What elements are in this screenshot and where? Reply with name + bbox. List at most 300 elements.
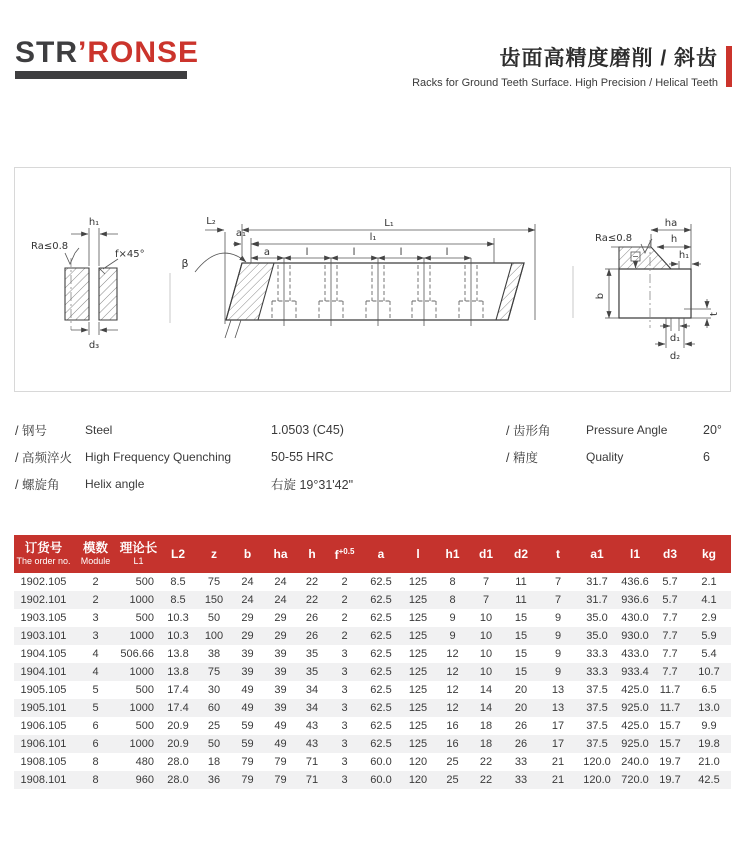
table-cell-l: 125: [408, 630, 428, 642]
table-cell-h1: 9: [449, 630, 456, 642]
table-cell-h1: 25: [446, 756, 459, 768]
table-cell-ha: 39: [274, 666, 287, 678]
table-cell-module: 3: [92, 630, 99, 642]
table-cell-kg: 42.5: [698, 774, 720, 786]
spec-value: 20°: [703, 422, 722, 437]
table-cell-order-no: 1906.105: [20, 720, 67, 732]
table-cell-module: 4: [92, 666, 99, 678]
table-cell-h: 22: [305, 594, 319, 606]
column-header-order-no: 订货号 The order no.: [14, 535, 73, 573]
table-cell-L2: 17.4: [167, 702, 189, 714]
column-header-h: h: [297, 535, 327, 573]
table-cell-t: 9: [554, 666, 562, 678]
table-cell-L2: 20.9: [167, 720, 189, 732]
table-cell-ha: 29: [274, 630, 287, 642]
spec-table-header-row: [14, 535, 731, 573]
column-header-ha: ha: [264, 535, 297, 573]
table-cell-a: 60.0: [370, 774, 392, 786]
dim-label-f45: f×45°: [115, 249, 145, 260]
spec-label-en: Quality: [586, 449, 624, 464]
dim-label-l1: l₁: [369, 232, 377, 243]
table-cell-kg: 6.5: [701, 684, 717, 696]
spec-label-zh: / 齿形角: [506, 423, 551, 438]
table-cell-module: 2: [92, 576, 99, 588]
table-cell-a: 62.5: [370, 720, 392, 732]
table-cell-h1: 12: [446, 666, 459, 678]
table-cell-h1: 12: [446, 684, 459, 696]
table-cell-a1: 120.0: [583, 756, 611, 768]
table-cell-l1-theory: 960: [135, 774, 154, 786]
table-cell-d2: 15: [514, 666, 528, 678]
table-cell-l1: 925.0: [621, 702, 649, 714]
table-cell-d3: 15.7: [659, 738, 681, 750]
table-cell-order-no: 1902.105: [20, 576, 67, 588]
column-header-module: 模数 Module: [73, 535, 118, 573]
dim-label-d3: d₃: [88, 340, 100, 351]
table-cell-d3: 5.7: [662, 576, 678, 588]
table-cell-d1: 22: [479, 774, 493, 786]
table-cell-module: 3: [92, 612, 99, 624]
dim-label-h1: h₁: [678, 250, 690, 261]
spec-row-steel: [15, 416, 500, 443]
dim-h: [657, 234, 691, 247]
table-cell-L2: 8.5: [170, 594, 186, 606]
table-cell-z: 38: [207, 648, 221, 660]
table-cell-d1: 10: [479, 666, 493, 678]
table-cell-l1: 433.0: [621, 648, 649, 660]
surface-finish-label: Ra≤0.8: [595, 233, 633, 244]
table-cell-kg: 2.9: [701, 612, 717, 624]
table-cell-d1: 10: [479, 612, 493, 624]
column-header-d2: d2: [503, 535, 539, 573]
table-cell-z: 75: [207, 666, 221, 678]
dim-label-L1: L₁: [384, 218, 394, 229]
column-header-l: l: [400, 535, 436, 573]
table-cell-kg: 21.0: [698, 756, 720, 768]
table-cell-d1: 10: [479, 630, 493, 642]
table-cell-kg: 5.9: [701, 630, 717, 642]
table-cell-a1: 37.5: [586, 738, 608, 750]
table-cell-h: 34: [305, 702, 319, 714]
table-cell-a1: 120.0: [583, 774, 611, 786]
table-cell-t: 13: [551, 702, 565, 714]
right-section-view: [595, 218, 720, 362]
table-cell-ha: 29: [274, 612, 287, 624]
dim-label-a1: a₁: [235, 228, 247, 239]
table-cell-d3: 7.7: [662, 630, 678, 642]
spec-row-quality: [506, 443, 732, 470]
table-cell-f: 3: [341, 648, 348, 660]
spec-value: 50-55 HRC: [271, 449, 334, 464]
logo-part-str: STR: [15, 36, 78, 69]
table-row: [14, 735, 731, 753]
table-cell-a: 62.5: [370, 612, 392, 624]
table-cell-f: 2: [341, 576, 348, 588]
column-header-l1-theory: 理论长 L1: [118, 535, 159, 573]
table-cell-a: 62.5: [370, 684, 392, 696]
table-cell-d2: 11: [515, 576, 527, 588]
table-cell-ha: 49: [274, 720, 287, 732]
table-cell-h1: 8: [449, 576, 456, 588]
table-cell-b: 49: [241, 702, 254, 714]
table-cell-a: 62.5: [370, 738, 392, 750]
dim-d1: [660, 318, 690, 344]
table-cell-l: 125: [408, 612, 428, 624]
table-cell-L2: 28.0: [167, 774, 189, 786]
table-row: [14, 573, 731, 591]
table-cell-l1-theory: 500: [135, 684, 154, 696]
technical-drawing-panel: [14, 167, 731, 392]
table-cell-module: 6: [92, 720, 99, 732]
table-cell-order-no: 1903.105: [20, 612, 67, 624]
table-cell-b: 29: [241, 630, 254, 642]
table-cell-d2: 26: [514, 720, 528, 732]
title-accent-bar: [726, 46, 732, 87]
table-cell-kg: 19.8: [698, 738, 720, 750]
table-cell-t: 13: [551, 684, 565, 696]
table-cell-t: 21: [551, 756, 565, 768]
dim-label-l: l: [399, 247, 403, 258]
table-cell-d1: 14: [479, 684, 493, 696]
table-cell-l1-theory: 1000: [129, 630, 154, 642]
table-row: [14, 609, 731, 627]
spec-label-zh: / 精度: [506, 450, 538, 465]
table-cell-L2: 10.3: [167, 612, 189, 624]
table-cell-b: 39: [241, 648, 254, 660]
dim-h1: [71, 217, 118, 266]
table-cell-z: 25: [207, 720, 221, 732]
column-header-d3: d3: [653, 535, 687, 573]
table-cell-l1: 240.0: [621, 756, 649, 768]
table-cell-ha: 79: [274, 774, 287, 786]
dim-label-b: b: [595, 292, 606, 300]
table-cell-l1: 430.0: [621, 612, 649, 624]
table-cell-d2: 11: [515, 594, 527, 606]
table-cell-l: 120: [408, 774, 428, 786]
table-row: [14, 627, 731, 645]
spec-label-zh: / 高频淬火: [15, 450, 72, 465]
table-cell-z: 50: [207, 738, 221, 750]
dim-label-L2: L₂: [206, 216, 216, 227]
table-cell-ha: 49: [274, 738, 287, 750]
table-cell-l1: 925.0: [621, 738, 649, 750]
spec-value: 右旋 19°31'42": [271, 477, 354, 492]
dim-label-ha: ha: [664, 218, 678, 229]
table-cell-d2: 33: [514, 774, 528, 786]
table-cell-z: 50: [207, 612, 221, 624]
dim-d3: [71, 322, 118, 351]
column-header-b: b: [231, 535, 264, 573]
table-cell-a1: 37.5: [586, 720, 608, 732]
table-cell-b: 24: [241, 594, 254, 606]
table-cell-d1: 7: [482, 576, 490, 588]
table-cell-h1: 25: [446, 774, 459, 786]
dim-label-beta: β: [181, 257, 189, 270]
table-cell-kg: 4.1: [701, 594, 717, 606]
table-cell-z: 36: [207, 774, 221, 786]
table-cell-h: 26: [305, 630, 319, 642]
table-cell-d2: 26: [514, 738, 528, 750]
table-cell-a1: 37.5: [586, 702, 608, 714]
column-header-h1: h1: [436, 535, 469, 573]
page-title: [412, 42, 718, 89]
table-cell-a: 62.5: [370, 576, 392, 588]
table-cell-z: 18: [207, 756, 221, 768]
table-cell-l1-theory: 500: [135, 612, 154, 624]
table-cell-d2: 20: [514, 702, 528, 714]
table-cell-t: 9: [554, 630, 562, 642]
dim-a-l-chain: [251, 247, 471, 258]
table-cell-l: 125: [408, 738, 428, 750]
brand-logo: [15, 38, 199, 79]
table-cell-h: 71: [305, 774, 319, 786]
table-cell-b: 29: [241, 612, 254, 624]
column-header-a1: a1: [577, 535, 617, 573]
table-cell-d1: 18: [479, 738, 493, 750]
table-cell-d3: 7.7: [662, 666, 678, 678]
table-cell-d2: 15: [514, 630, 528, 642]
column-header-l1: l1: [617, 535, 653, 573]
table-row: [14, 771, 731, 789]
table-cell-order-no: 1904.101: [20, 666, 67, 678]
table-cell-f: 3: [341, 720, 348, 732]
table-cell-a: 62.5: [370, 702, 392, 714]
table-cell-ha: 79: [274, 756, 287, 768]
table-cell-l1-theory: 480: [135, 756, 154, 768]
column-header-d1: d1: [469, 535, 503, 573]
table-cell-l1: 933.4: [621, 666, 649, 678]
table-cell-kg: 2.1: [701, 576, 717, 588]
table-row: [14, 645, 731, 663]
table-cell-d3: 5.7: [662, 594, 678, 606]
table-cell-d1: 14: [479, 702, 493, 714]
left-section-view: [31, 217, 145, 351]
table-cell-h1: 12: [446, 702, 459, 714]
table-cell-l1: 936.6: [621, 594, 649, 606]
table-cell-order-no: 1905.105: [20, 684, 67, 696]
table-cell-order-no: 1906.101: [20, 738, 67, 750]
table-cell-d1: 10: [479, 648, 493, 660]
table-cell-f: 3: [341, 684, 348, 696]
table-cell-l: 125: [408, 666, 428, 678]
table-cell-a: 60.0: [370, 756, 392, 768]
table-cell-order-no: 1908.105: [20, 756, 67, 768]
table-cell-a1: 31.7: [586, 594, 608, 606]
table-cell-b: 59: [241, 720, 254, 732]
table-cell-a: 62.5: [370, 594, 392, 606]
table-cell-t: 17: [551, 720, 565, 732]
rack-side-view: [181, 216, 535, 338]
table-row: [14, 681, 731, 699]
table-cell-h: 35: [305, 666, 319, 678]
table-cell-ha: 39: [274, 684, 287, 696]
table-cell-t: 21: [551, 774, 565, 786]
table-cell-a: 62.5: [370, 666, 392, 678]
brand-logo-text: [15, 38, 199, 68]
table-cell-h1: 9: [449, 612, 456, 624]
table-cell-z: 100: [204, 630, 224, 642]
table-cell-module: 8: [92, 756, 99, 768]
helix-angle-arc: [195, 253, 246, 272]
table-cell-b: 39: [241, 666, 254, 678]
page-title-zh: 齿面高精度磨削 / 斜齿: [499, 47, 718, 70]
column-header-L2: L2: [159, 535, 197, 573]
table-cell-L2: 28.0: [167, 756, 189, 768]
table-cell-l1: 436.6: [621, 576, 649, 588]
table-cell-d3: 11.7: [659, 684, 681, 696]
table-row: [14, 717, 731, 735]
table-cell-h1: 8: [449, 594, 456, 606]
spec-label-zh: / 钢号: [15, 423, 47, 438]
table-cell-kg: 9.9: [701, 720, 717, 732]
table-cell-L2: 20.9: [167, 738, 189, 750]
table-cell-h: 71: [305, 756, 319, 768]
table-cell-f: 2: [341, 594, 348, 606]
spec-label-zh: / 螺旋角: [15, 477, 60, 492]
table-cell-ha: 39: [274, 702, 287, 714]
tooth-profile: [619, 247, 671, 269]
table-cell-a: 62.5: [370, 630, 392, 642]
table-cell-l: 125: [408, 684, 428, 696]
table-cell-z: 150: [204, 594, 224, 606]
table-cell-l1: 425.0: [621, 684, 649, 696]
table-cell-t: 7: [554, 594, 562, 606]
table-cell-h: 43: [305, 720, 319, 732]
logo-part-ronse: ’RONSE: [78, 36, 200, 69]
table-cell-order-no: 1908.101: [20, 774, 67, 786]
table-cell-L2: 13.8: [167, 666, 189, 678]
dim-label-h: h: [670, 234, 678, 245]
table-cell-module: 5: [92, 684, 99, 696]
page-title-en: Racks for Ground Teeth Surface. High Precision / Helical Teeth: [412, 77, 718, 89]
table-cell-d2: 15: [514, 612, 528, 624]
surface-finish-label: Ra≤0.8: [31, 241, 69, 252]
table-cell-module: 6: [92, 738, 99, 750]
table-cell-h: 26: [305, 612, 319, 624]
table-cell-t: 9: [554, 648, 562, 660]
table-cell-d3: 19.7: [659, 756, 681, 768]
specs-right-column: [506, 416, 732, 470]
table-cell-order-no: 1905.101: [20, 702, 67, 714]
table-cell-a1: 33.3: [586, 666, 608, 678]
table-cell-h: 43: [305, 738, 319, 750]
table-cell-b: 24: [241, 576, 254, 588]
table-cell-L2: 13.8: [167, 648, 189, 660]
table-cell-l1-theory: 506.66: [120, 648, 154, 660]
table-cell-d3: 7.7: [662, 612, 678, 624]
table-cell-h1: 16: [446, 720, 459, 732]
table-cell-h: 34: [305, 684, 319, 696]
table-cell-l1-theory: 1000: [129, 738, 154, 750]
table-cell-order-no: 1902.101: [20, 594, 67, 606]
table-cell-order-no: 1904.105: [20, 648, 67, 660]
table-cell-d1: 22: [479, 756, 493, 768]
table-cell-b: 79: [241, 756, 254, 768]
table-cell-l: 125: [408, 702, 428, 714]
table-cell-l: 125: [408, 594, 428, 606]
rack-dimension-drawing: [15, 168, 730, 391]
table-cell-ha: 24: [274, 594, 287, 606]
logo-underline-bar: [15, 71, 187, 79]
table-cell-kg: 5.4: [701, 648, 717, 660]
table-cell-d3: 7.7: [662, 648, 678, 660]
table-cell-l: 125: [408, 576, 428, 588]
table-cell-module: 2: [92, 594, 99, 606]
dim-label-d1: d₁: [669, 333, 681, 344]
table-cell-d1: 18: [479, 720, 493, 732]
table-cell-L2: 10.3: [167, 630, 189, 642]
table-cell-a1: 35.0: [586, 612, 608, 624]
column-header-a: a: [362, 535, 400, 573]
column-header-z: z: [197, 535, 231, 573]
table-cell-L2: 8.5: [170, 576, 186, 588]
dim-label-a: a: [263, 247, 271, 258]
table-cell-f: 3: [341, 702, 348, 714]
table-cell-t: 7: [554, 576, 562, 588]
table-cell-b: 79: [241, 774, 254, 786]
table-cell-a: 62.5: [370, 648, 392, 660]
spec-label-en: Helix angle: [85, 476, 145, 491]
dim-label-d2: d₂: [669, 351, 681, 362]
spec-row-quenching: [15, 443, 500, 470]
specs-left-column: [15, 416, 500, 497]
table-cell-kg: 10.7: [698, 666, 720, 678]
table-cell-h1: 12: [446, 648, 459, 660]
table-row: [14, 663, 731, 681]
dim-label-l: l: [305, 247, 309, 258]
table-cell-l1: 720.0: [621, 774, 649, 786]
table-cell-module: 8: [92, 774, 99, 786]
spec-label-en: Steel: [85, 422, 113, 437]
column-header-kg: kg: [687, 535, 731, 573]
table-cell-d2: 15: [514, 648, 528, 660]
table-cell-a1: 37.5: [586, 684, 608, 696]
spec-value: 6: [703, 449, 710, 464]
dim-h1-right: [669, 250, 701, 269]
table-cell-l: 125: [408, 648, 428, 660]
table-cell-a1: 31.7: [586, 576, 608, 588]
table-cell-z: 30: [207, 684, 221, 696]
table-cell-t: 17: [551, 738, 565, 750]
column-header-t: t: [539, 535, 577, 573]
table-cell-d2: 33: [514, 756, 528, 768]
table-cell-l1-theory: 1000: [129, 666, 154, 678]
table-cell-d2: 20: [514, 684, 528, 696]
table-cell-order-no: 1903.101: [20, 630, 67, 642]
dim-label-t: t: [709, 312, 720, 316]
table-cell-kg: 13.0: [698, 702, 720, 714]
table-cell-l1: 930.0: [621, 630, 649, 642]
spec-label-en: Pressure Angle: [586, 422, 668, 437]
table-cell-l: 125: [408, 720, 428, 732]
table-cell-ha: 39: [274, 648, 287, 660]
table-cell-d1: 7: [482, 594, 490, 606]
table-cell-l1-theory: 500: [135, 720, 154, 732]
table-cell-f: 3: [341, 756, 348, 768]
table-cell-l1: 425.0: [621, 720, 649, 732]
table-cell-z: 60: [207, 702, 221, 714]
table-cell-l: 120: [408, 756, 428, 768]
table-cell-h: 22: [305, 576, 319, 588]
table-cell-f: 2: [341, 612, 348, 624]
spec-row-pressure-angle: [506, 416, 732, 443]
table-cell-a1: 33.3: [586, 648, 608, 660]
table-cell-h: 35: [305, 648, 319, 660]
table-cell-l1-theory: 1000: [129, 702, 154, 714]
table-cell-l1-theory: 500: [135, 576, 154, 588]
dim-label-h1: h₁: [88, 217, 100, 228]
spec-row-helix-angle: [15, 470, 500, 497]
